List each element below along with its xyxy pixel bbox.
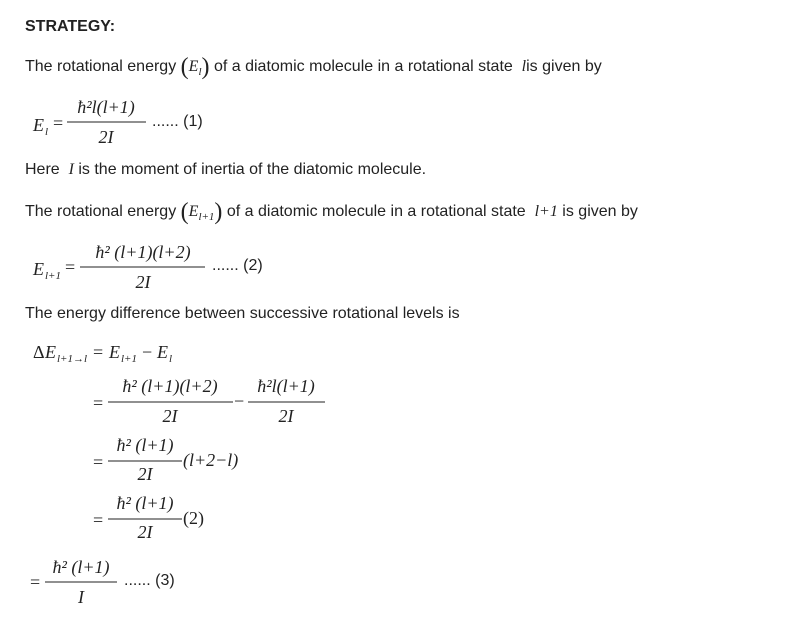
eq1-numerator: ħ²l(l+1) [77,97,135,117]
p1-pre-text: The rotational energy [25,58,177,75]
eq3-E-lhs: E [45,342,56,362]
eq2-label: ...... (2) [212,257,263,274]
eq3-step3-factor: (l+2−l) [183,450,239,470]
eq3-equals-1: = [93,342,104,362]
paragraph-rotational-energy-l1: The rotational energy $(E_{l+1})$ of a diatomic molecule in a rotational state l+1 is given by [25,199,638,225]
eq2-equals: = [65,257,76,277]
eq3-E-a: E [109,342,120,362]
eq3-step4-num: ħ² (l+1) [116,493,174,513]
eq3-step2-den-a: 2I [162,406,178,426]
eq3-step2-num-a: ħ² (l+1)(l+2) [122,376,218,396]
eq3-step3-den: 2I [137,464,153,484]
eq3-sub-l1: l+1 [121,353,137,365]
eq3-equals-4: = [93,510,104,530]
eq1-sub: l [45,126,49,138]
eq3-step4-den: 2I [137,522,153,542]
eq3-final-den: I [78,587,84,607]
p3-pre-text: The rotational energy [25,203,177,220]
eq3-step2-num-b: ħ²l(l+1) [257,376,315,396]
paragraph-energy-difference: The energy difference between successive rotational levels is [25,305,460,322]
p1-tail-text: is given by [526,58,602,75]
eq3-step3-num: ħ² (l+1) [116,435,174,455]
eq2-E: E [33,259,44,279]
eq2-sub: l+1 [45,270,61,282]
eq3-final-num: ħ² (l+1) [52,557,110,577]
eq3-step4-factor: (2) [183,508,204,528]
eq3-delta: Δ [33,342,45,362]
paragraph-rotational-energy-l: The rotational energy $(E_l)$ of a diatomic molecule in a rotational state lis given by [25,54,602,80]
eq3-step2-den-b: 2I [278,406,294,426]
state-l1: l+1 [534,203,558,220]
p3-post-text: of a diatomic molecule in a rotational state [226,203,526,220]
eq3-minus-2: − [234,391,245,411]
p2-post-text: is the moment of inertia of the diatomic molecule. [78,161,427,178]
state-l: l [521,58,527,75]
eq3-equals-3: = [93,452,104,472]
eq3-equals-5: = [30,572,41,592]
eq3-minus-1: − [142,342,153,362]
eq1-denominator: 2I [98,127,114,147]
eq3-sub-transition: l+1→l [57,353,88,365]
strategy-heading: STRATEGY: [25,18,116,35]
eq1-E: E [33,115,44,135]
eq1-equals: = [53,113,64,133]
eq3-sub-l: l [169,353,173,365]
eq2-denominator: 2I [135,272,151,292]
p2-pre-text: Here [25,161,60,178]
eq3-equals-2: = [93,393,104,413]
eq3-E-b: E [157,342,168,362]
eq2-numerator: ħ² (l+1)(l+2) [95,242,191,262]
eq1-label: ...... (1) [152,113,203,130]
moment-symbol: I [68,161,74,178]
eq3-final-label: ...... (3) [124,572,175,589]
p3-tail-text: is given by [562,203,638,220]
p1-post-text: of a diatomic molecule in a rotational state [213,58,513,75]
